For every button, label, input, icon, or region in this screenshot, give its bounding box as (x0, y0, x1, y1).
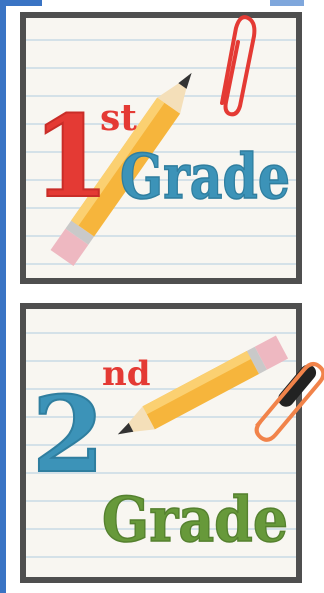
left-accent-strip (0, 0, 6, 593)
first-grade-art (26, 18, 296, 278)
first-grade-card (20, 12, 302, 284)
grade-word: Grade (102, 483, 288, 556)
grade-numeral: 2 (32, 373, 105, 496)
grade-suffix: st (100, 97, 137, 139)
grade-numeral: 1 (32, 92, 110, 223)
top-accent-tab-right (270, 0, 304, 6)
second-grade-card (20, 303, 302, 583)
second-grade-art (26, 309, 296, 577)
grade-suffix: nd (102, 354, 151, 394)
grade-word: Grade (120, 140, 290, 213)
top-accent-tab-left (0, 0, 42, 6)
paperclip-icon (222, 17, 254, 114)
